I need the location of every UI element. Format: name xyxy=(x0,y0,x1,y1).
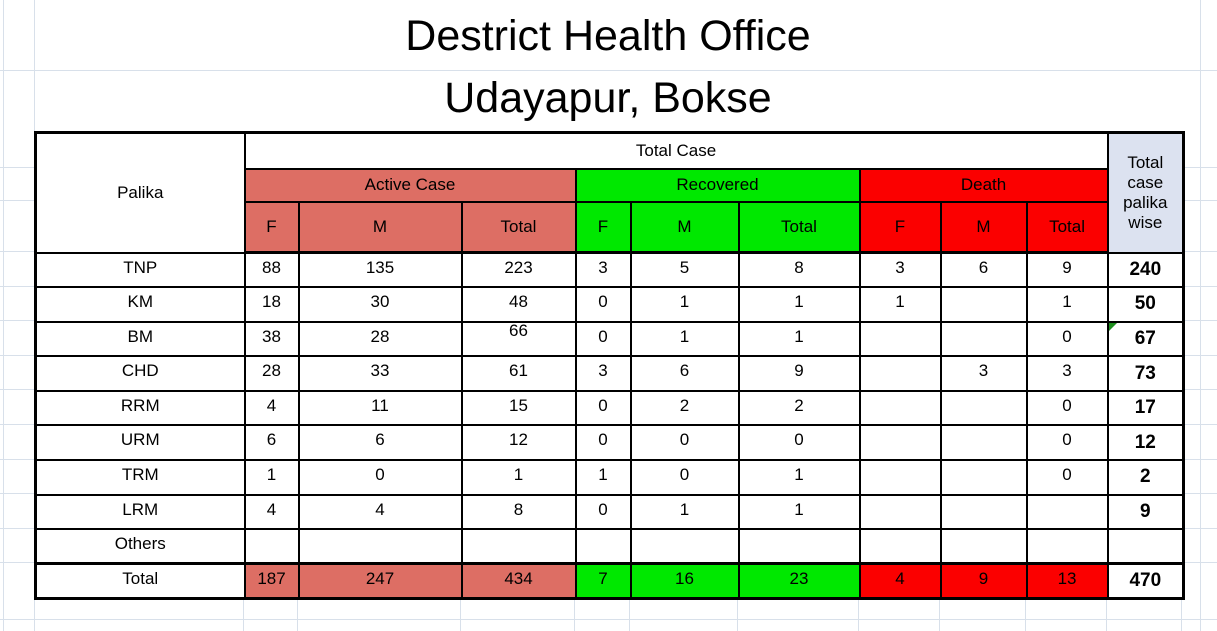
gridline xyxy=(0,493,34,494)
palika-total-cell[interactable]: 240 xyxy=(1108,253,1184,288)
data-cell[interactable]: 9 xyxy=(941,564,1027,599)
data-cell[interactable] xyxy=(941,495,1027,530)
data-cell[interactable]: 61 xyxy=(462,356,576,391)
gridline xyxy=(0,459,34,460)
palika-total-value: 67 xyxy=(1134,327,1156,349)
data-cell[interactable]: 88 xyxy=(245,253,299,288)
data-cell[interactable]: 28 xyxy=(245,356,299,391)
data-cell[interactable]: 4 xyxy=(860,564,941,599)
data-cell[interactable]: 1 xyxy=(245,460,299,495)
table-row-urm xyxy=(36,425,1184,460)
data-cell[interactable]: 6 xyxy=(631,356,739,391)
gridline xyxy=(0,251,34,252)
data-cell[interactable]: 135 xyxy=(299,253,462,288)
table-row-trm xyxy=(36,460,1184,495)
data-cell[interactable]: 0 xyxy=(299,460,462,495)
gridline xyxy=(939,597,940,631)
data-cell[interactable] xyxy=(739,529,860,564)
row-label[interactable]: KM xyxy=(36,287,245,322)
data-cell[interactable]: 23 xyxy=(739,564,860,599)
row-label[interactable]: Others xyxy=(36,529,245,564)
table-row-rrm xyxy=(36,391,1184,426)
data-cell[interactable]: 0 xyxy=(576,322,631,357)
data-cell[interactable]: 0 xyxy=(631,460,739,495)
palika-total-cell[interactable]: 12 xyxy=(1108,425,1184,460)
data-cell[interactable]: 223 xyxy=(462,253,576,288)
gridline xyxy=(0,562,34,563)
data-cell[interactable] xyxy=(941,287,1027,322)
gridline xyxy=(1181,597,1182,631)
data-cell[interactable]: 1 xyxy=(631,322,739,357)
data-cell[interactable]: 18 xyxy=(245,287,299,322)
header-recovered-m[interactable]: M xyxy=(631,202,739,253)
gridline xyxy=(0,389,34,390)
gridline xyxy=(0,200,34,201)
row-label[interactable]: CHD xyxy=(36,356,245,391)
data-cell[interactable]: 48 xyxy=(462,287,576,322)
table-row-lrm xyxy=(36,495,1184,530)
header-total-case-palika-wise[interactable]: Total case palika wise xyxy=(1108,133,1184,253)
data-cell[interactable]: 3 xyxy=(860,253,941,288)
palika-total-cell[interactable]: 73 xyxy=(1108,356,1184,391)
header-active-m[interactable]: M xyxy=(299,202,462,253)
gridline xyxy=(0,355,34,356)
data-cell[interactable]: 187 xyxy=(245,564,299,599)
gridline xyxy=(0,619,1217,620)
gridline xyxy=(1182,493,1217,494)
data-cell[interactable] xyxy=(860,322,941,357)
data-cell[interactable]: 9 xyxy=(739,356,860,391)
data-cell[interactable]: 6 xyxy=(941,253,1027,288)
data-cell[interactable]: 4 xyxy=(245,391,299,426)
table-row-km xyxy=(36,287,1184,322)
data-cell[interactable]: 434 xyxy=(462,564,576,599)
gridline xyxy=(243,597,244,631)
row-label[interactable]: URM xyxy=(36,425,245,460)
data-cell[interactable] xyxy=(941,391,1027,426)
data-cell[interactable]: 1 xyxy=(739,322,860,357)
data-cell[interactable]: 5 xyxy=(631,253,739,288)
data-cell[interactable]: 0 xyxy=(1027,391,1108,426)
gridline xyxy=(0,167,34,168)
palika-total-cell[interactable]: 50 xyxy=(1108,287,1184,322)
table-row-bm xyxy=(36,322,1184,357)
data-cell[interactable]: 8 xyxy=(462,495,576,530)
data-cell[interactable]: 1 xyxy=(739,460,860,495)
data-cell[interactable]: 1 xyxy=(860,287,941,322)
gridline xyxy=(3,0,4,631)
data-cell[interactable]: 13 xyxy=(1027,564,1108,599)
data-cell[interactable] xyxy=(860,460,941,495)
data-cell[interactable]: 1 xyxy=(631,495,739,530)
gridline xyxy=(1182,167,1217,168)
data-cell[interactable]: 0 xyxy=(576,425,631,460)
header-death-m[interactable]: M xyxy=(941,202,1027,253)
data-cell[interactable] xyxy=(941,425,1027,460)
gridline xyxy=(1182,286,1217,287)
gridline xyxy=(1182,320,1217,321)
header-death-total[interactable]: Total xyxy=(1027,202,1108,253)
palika-total-cell[interactable]: 9 xyxy=(1108,495,1184,530)
data-cell[interactable]: 2 xyxy=(739,391,860,426)
data-cell[interactable]: 8 xyxy=(739,253,860,288)
table-row-tnp xyxy=(36,253,1184,288)
gridline xyxy=(1182,389,1217,390)
data-cell[interactable]: 0 xyxy=(576,287,631,322)
palika-total-cell[interactable]: 17 xyxy=(1108,391,1184,426)
data-cell[interactable] xyxy=(941,460,1027,495)
header-recovered[interactable]: Recovered xyxy=(576,169,860,202)
gridline xyxy=(737,597,738,631)
gridline xyxy=(0,424,34,425)
data-cell[interactable] xyxy=(1027,529,1108,564)
gridline xyxy=(34,597,35,631)
gridline xyxy=(1182,200,1217,201)
data-cell[interactable]: 6 xyxy=(299,425,462,460)
row-label[interactable]: BM xyxy=(36,322,245,357)
grand-total-cell[interactable]: 470 xyxy=(1108,564,1184,599)
header-recovered-f[interactable]: F xyxy=(576,202,631,253)
data-cell[interactable] xyxy=(941,322,1027,357)
gridline xyxy=(1200,0,1201,631)
data-cell[interactable] xyxy=(462,529,576,564)
data-cell[interactable] xyxy=(299,529,462,564)
gridline xyxy=(0,528,34,529)
gridline xyxy=(1182,424,1217,425)
case-summary-table xyxy=(34,131,1185,600)
data-cell[interactable]: 38 xyxy=(245,322,299,357)
row-label[interactable]: LRM xyxy=(36,495,245,530)
gridline xyxy=(1182,355,1217,356)
table-row-total xyxy=(36,564,1184,599)
gridline xyxy=(629,597,630,631)
data-cell[interactable]: 15 xyxy=(462,391,576,426)
header-palika[interactable]: Palika xyxy=(36,133,245,253)
data-cell[interactable]: 0 xyxy=(576,391,631,426)
data-cell[interactable]: 66 xyxy=(462,322,576,357)
error-indicator-triangle xyxy=(1109,323,1117,331)
data-cell[interactable]: 6 xyxy=(245,425,299,460)
data-cell[interactable]: 4 xyxy=(299,495,462,530)
data-cell[interactable]: 28 xyxy=(299,322,462,357)
gridline xyxy=(1106,597,1107,631)
title-line-1: Destrict Health Office xyxy=(405,12,811,60)
gridline xyxy=(858,597,859,631)
palika-total-cell[interactable] xyxy=(1108,322,1184,357)
data-cell[interactable]: 1 xyxy=(739,495,860,530)
data-cell[interactable]: 0 xyxy=(631,425,739,460)
data-cell[interactable]: 2 xyxy=(631,391,739,426)
gridline xyxy=(460,597,461,631)
data-cell[interactable]: 7 xyxy=(576,564,631,599)
gridline xyxy=(574,597,575,631)
row-label[interactable]: Total xyxy=(36,564,245,599)
data-cell[interactable]: 33 xyxy=(299,356,462,391)
data-cell[interactable]: 1 xyxy=(576,460,631,495)
gridline xyxy=(0,320,34,321)
data-cell[interactable]: 12 xyxy=(462,425,576,460)
sheet-title xyxy=(34,0,1182,131)
table-row-others xyxy=(36,529,1184,564)
gridline xyxy=(1182,459,1217,460)
header-active-case[interactable]: Active Case xyxy=(245,169,576,202)
data-cell[interactable]: 0 xyxy=(739,425,860,460)
data-cell[interactable] xyxy=(941,529,1027,564)
gridline xyxy=(1025,597,1026,631)
header-recovered-total[interactable]: Total xyxy=(739,202,860,253)
data-cell[interactable]: 3 xyxy=(576,253,631,288)
data-cell[interactable]: 1 xyxy=(739,287,860,322)
header-death-f[interactable]: F xyxy=(860,202,941,253)
data-cell[interactable] xyxy=(860,495,941,530)
row-label[interactable]: RRM xyxy=(36,391,245,426)
data-cell[interactable]: 0 xyxy=(576,495,631,530)
gridline xyxy=(1182,251,1217,252)
data-cell[interactable]: 3 xyxy=(1027,356,1108,391)
data-cell[interactable] xyxy=(1027,495,1108,530)
data-cell[interactable]: 1 xyxy=(1027,287,1108,322)
data-cell[interactable] xyxy=(631,529,739,564)
data-cell[interactable]: 4 xyxy=(245,495,299,530)
data-cell[interactable]: 3 xyxy=(576,356,631,391)
data-cell[interactable] xyxy=(576,529,631,564)
gridline xyxy=(1182,528,1217,529)
row-label[interactable]: TNP xyxy=(36,253,245,288)
title-line-2: Udayapur, Bokse xyxy=(444,74,772,122)
data-cell[interactable] xyxy=(245,529,299,564)
header-death[interactable]: Death xyxy=(860,169,1108,202)
gridline xyxy=(0,286,34,287)
data-cell[interactable]: 11 xyxy=(299,391,462,426)
palika-total-cell[interactable]: 2 xyxy=(1108,460,1184,495)
data-cell[interactable] xyxy=(860,391,941,426)
header-active-f[interactable]: F xyxy=(245,202,299,253)
data-cell[interactable]: 3 xyxy=(941,356,1027,391)
table-row-chd xyxy=(36,356,1184,391)
data-cell[interactable]: 0 xyxy=(1027,460,1108,495)
data-cell[interactable]: 0 xyxy=(1027,425,1108,460)
gridline xyxy=(297,597,298,631)
header-active-total[interactable]: Total xyxy=(462,202,576,253)
data-cell[interactable]: 247 xyxy=(299,564,462,599)
data-cell[interactable] xyxy=(860,425,941,460)
data-cell[interactable]: 1 xyxy=(462,460,576,495)
header-row-total-case xyxy=(36,133,1184,169)
data-cell[interactable] xyxy=(860,529,941,564)
data-cell[interactable]: 9 xyxy=(1027,253,1108,288)
data-cell[interactable] xyxy=(860,356,941,391)
data-cell[interactable]: 30 xyxy=(299,287,462,322)
data-cell[interactable]: 16 xyxy=(631,564,739,599)
data-cell[interactable]: 0 xyxy=(1027,322,1108,357)
gridline xyxy=(1182,562,1217,563)
header-total-case[interactable]: Total Case xyxy=(245,133,1108,169)
palika-total-cell[interactable] xyxy=(1108,529,1184,564)
row-label[interactable]: TRM xyxy=(36,460,245,495)
data-cell[interactable]: 1 xyxy=(631,287,739,322)
